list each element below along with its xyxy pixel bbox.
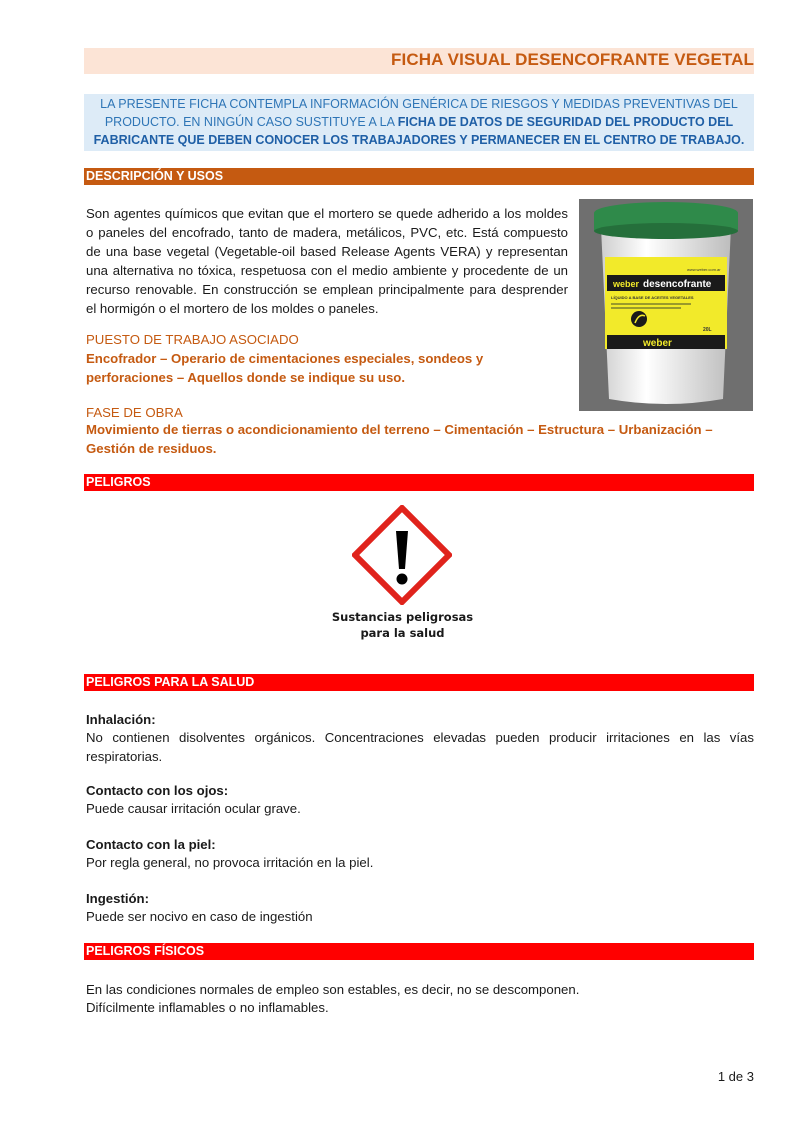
- section-peligros-label: PELIGROS: [86, 475, 151, 489]
- product-brand-text: weber: [613, 279, 640, 289]
- fisicos-line-2: Difícilmente inflamables o no inflamables.: [86, 1000, 329, 1015]
- section-descripcion-label: DESCRIPCIÓN Y USOS: [86, 169, 224, 183]
- salud-item-text: Por regla general, no provoca irritación en la piel.: [86, 855, 374, 870]
- salud-item-title: Inhalación:: [86, 712, 156, 727]
- fase-heading: FASE DE OBRA: [86, 405, 183, 420]
- section-fisicos-label: PELIGROS FÍSICOS: [86, 944, 205, 958]
- salud-item-text: Puede causar irritación ocular grave.: [86, 801, 301, 816]
- section-salud-heading: [84, 674, 754, 691]
- pictogram-label: Sustancias peligrosas para la salud: [331, 610, 474, 640]
- salud-item-title: Contacto con los ojos:: [86, 783, 229, 798]
- descripcion-paragraph: Son agentes químicos que evitan que el mortero se quede adherido a los moldes o paneles del encofrado, tanto de madera, metálicos, PVC, etc. Está compuesto de una base vegetal (Vegetable-oil based Release Agents VERA) y representan una alternativa no tóxica, respetuosa con el medio ambiente y procedente de un recurso renovable. En construcción se emplean principalmente para desprender el hormigón o el mortero de los moldes o paneles.: [86, 206, 568, 316]
- fase-text: Movimiento de tierras o acondicionamiento del terreno – Cimentación – Estructura – Urbanización – Gestión de residuos.: [86, 422, 713, 456]
- product-size-text: 20L: [703, 327, 712, 333]
- salud-item-text: No contienen disolventes orgánicos. Concentraciones elevadas pueden producir irritaciones en las vías respiratorias.: [86, 730, 754, 764]
- section-descripcion-heading: [84, 168, 754, 185]
- product-name-text: desencofrante: [643, 279, 712, 290]
- product-url-text: www.weber.com.ar: [687, 267, 721, 272]
- page-title: FICHA VISUAL DESENCOFRANTE VEGETAL: [391, 50, 754, 69]
- salud-item-text: Puede ser nocivo en caso de ingestión: [86, 909, 313, 924]
- salud-item-title: Contacto con la piel:: [86, 837, 216, 852]
- section-peligros-heading: [84, 474, 754, 491]
- product-image: [579, 199, 753, 411]
- puesto-text: Encofrador – Operario de cimentaciones especiales, sondeos y perforaciones – Aquellos donde se indique su uso.: [86, 351, 484, 385]
- puesto-heading: PUESTO DE TRABAJO ASOCIADO: [86, 332, 299, 347]
- fisicos-line-1: En las condiciones normales de empleo son estables, es decir, no se descomponen.: [86, 982, 580, 997]
- page-number: 1 de 3: [717, 1069, 754, 1084]
- section-salud-label: PELIGROS PARA LA SALUD: [86, 675, 255, 689]
- salud-item-title: Ingestión:: [86, 891, 150, 906]
- title-bar: [84, 48, 754, 74]
- notice-bold-text: FICHA DE DATOS DE SEGURIDAD DEL PRODUCTO DEL FABRICANTE QUE DEBEN CONOCER LOS TRABAJADORES Y PERMANECER EN EL CENTRO DE TRABAJO.: [93, 115, 745, 147]
- notice-text: LA PRESENTE FICHA CONTEMPLA INFORMACIÓN GENÉRICA DE RIESGOS Y MEDIDAS PREVENTIVAS DEL PRODUCTO. EN NINGÚN CASO SUSTITUYE A LA: [100, 97, 738, 129]
- section-fisicos-heading: [84, 943, 754, 960]
- product-brand-bottom: weber: [643, 338, 672, 349]
- notice-box: [84, 94, 754, 151]
- exclamation-hazard-icon: [352, 505, 452, 605]
- product-subtitle-text: LÍQUIDO A BASE DE ACEITES VEGETALES: [611, 295, 694, 300]
